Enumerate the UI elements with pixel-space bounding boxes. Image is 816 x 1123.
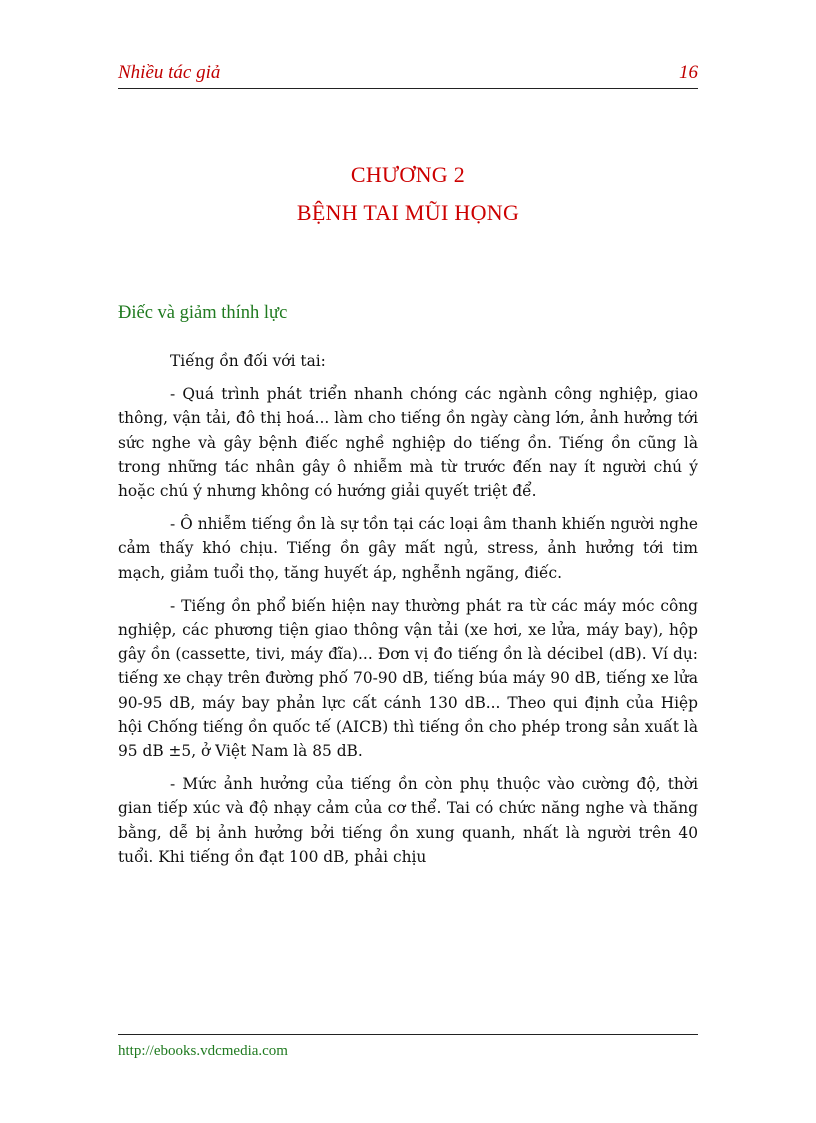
paragraph: Tiếng ồn đối với tai: [170,352,326,370]
paragraph: - Ô nhiễm tiếng ồn là sự tồn tại các loại âm thanh khiến người nghe cảm thấy khó chịu. Tiếng ồn gây mất ngủ, stress, ảnh hưởng tới tim mạch, giảm tuổi thọ, tăng huyết áp, nghễnh ngãng, điếc. [118,515,698,582]
paragraph: - Quá trình phát triển nhanh chóng các ngành công nghiệp, giao thông, vận tải, đô thị hoá... làm cho tiếng ồn ngày càng lớn, ảnh hưởng tới sức nghe và gây bệnh điếc nghề nghiệp do tiếng ồn. Tiếng ồn cũng là trong những tác nhân gây ô nhiễm mà từ trước đến nay ít người chú ý hoặc chú ý nhưng không có hướng giải quyết triệt để. [118,385,698,501]
chapter-number: CHƯƠNG 2 [350,162,466,187]
header-author: Nhiều tác giả [118,62,221,83]
paragraph: - Tiếng ồn phổ biến hiện nay thường phát ra từ các máy móc công nghiệp, các phương tiện giao thông vận tải (xe hơi, xe lửa, máy bay), hộp gây ồn (cassette, tivi, máy đĩa)... Đơn vị đo tiếng ồn là décibel (dB). Ví dụ: tiếng xe chạy trên đường phố 70-90 dB, tiếng búa máy 90 dB, tiếng xe lửa 90-95 dB, máy bay phản lực cất cánh 130 dB... Theo qui định của Hiệp hội Chống tiếng ồn quốc tế (AICB) thì tiếng ồn cho phép trong sản xuất là 95 dB ±5, ở Việt Nam là 85 dB. [118,596,698,761]
section-heading: Điếc và giảm thính lực [118,303,288,323]
footer-divider [118,1034,698,1035]
chapter-title: BỆNH TAI MŨI HỌNG [296,200,520,225]
paragraph: - Mức ảnh hưởng của tiếng ồn còn phụ thuộc vào cường độ, thời gian tiếp xúc và độ nhạy cảm của cơ thể. Tai có chức năng nghe và thăng bằng, dễ bị ảnh hưởng bởi tiếng ồn xung quanh, nhất là người trên 40 tuổi. Khi tiếng ồn đạt 100 dB, phải chịu [118,775,698,866]
body-text [118,349,698,878]
page-header [118,60,698,89]
footer-url-link[interactable]: http://ebooks.vdcmedia.com [118,1043,288,1059]
page-number: 16 [679,62,698,83]
